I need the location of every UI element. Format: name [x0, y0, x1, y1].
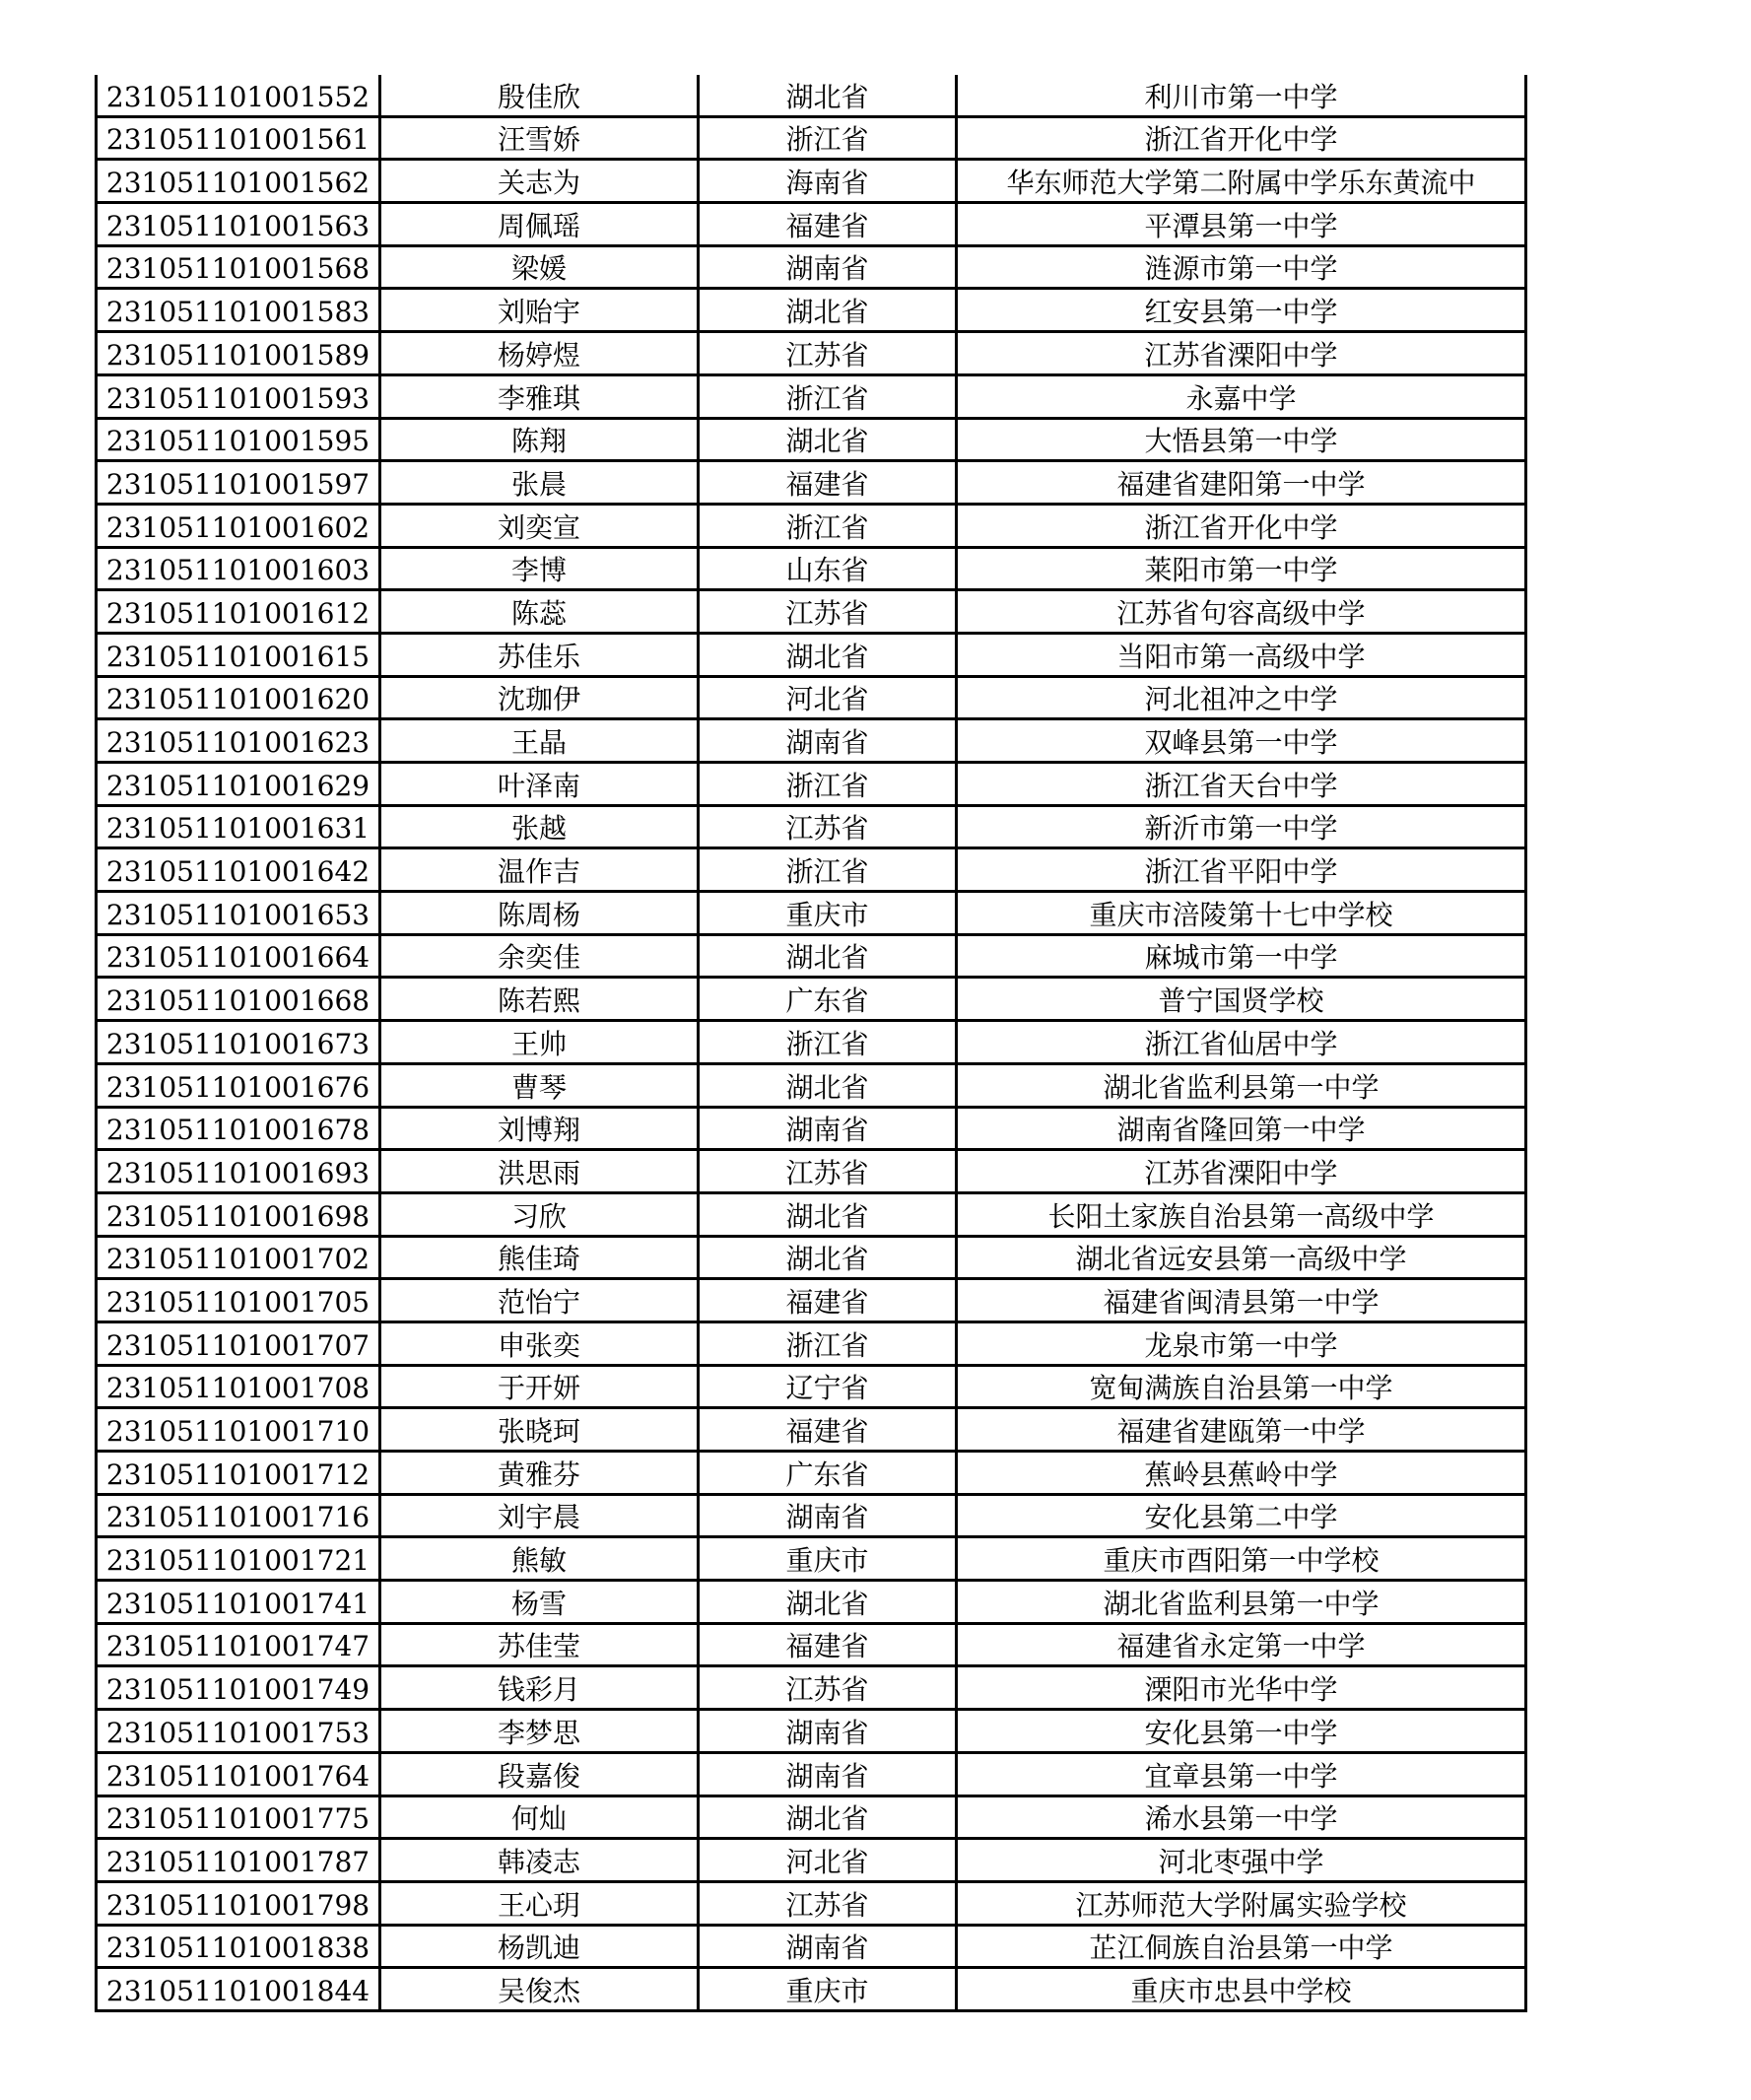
table-row: [97, 1925, 1526, 1968]
province-cell: 湖北省: [699, 418, 957, 461]
province-cell: 湖北省: [699, 1795, 957, 1839]
province-cell: 湖北省: [699, 1192, 957, 1236]
province-cell: 江苏省: [699, 805, 957, 848]
table-row: [97, 676, 1526, 719]
school-cell: 平潭县第一中学: [957, 203, 1526, 246]
table-row: [97, 1881, 1526, 1925]
student-id-cell: 231051101001693: [97, 1150, 380, 1193]
table-row: [97, 1710, 1526, 1753]
school-cell: 长阳土家族自治县第一高级中学: [957, 1192, 1526, 1236]
school-cell: 红安县第一中学: [957, 289, 1526, 332]
province-cell: 湖北省: [699, 1236, 957, 1279]
table-row: [97, 332, 1526, 375]
student-id-cell: 231051101001602: [97, 504, 380, 547]
student-name-cell: 杨婷煜: [380, 332, 699, 375]
school-cell: 福建省闽清县第一中学: [957, 1279, 1526, 1322]
province-cell: 海南省: [699, 160, 957, 203]
province-cell: 福建省: [699, 203, 957, 246]
province-cell: 湖南省: [699, 1107, 957, 1150]
student-name-cell: 苏佳莹: [380, 1623, 699, 1666]
province-cell: 江苏省: [699, 1150, 957, 1193]
student-name-cell: 汪雪娇: [380, 116, 699, 160]
student-id-cell: 231051101001620: [97, 676, 380, 719]
student-id-cell: 231051101001702: [97, 1236, 380, 1279]
student-name-cell: 刘博翔: [380, 1107, 699, 1150]
table-row: [97, 1968, 1526, 2011]
student-name-cell: 何灿: [380, 1795, 699, 1839]
province-cell: 湖南省: [699, 719, 957, 763]
table-row: [97, 892, 1526, 935]
student-id-cell: 231051101001676: [97, 1063, 380, 1107]
school-cell: 涟源市第一中学: [957, 245, 1526, 289]
province-cell: 湖南省: [699, 245, 957, 289]
student-name-cell: 王晶: [380, 719, 699, 763]
province-cell: 浙江省: [699, 504, 957, 547]
school-cell: 新沂市第一中学: [957, 805, 1526, 848]
student-id-cell: 231051101001603: [97, 547, 380, 590]
student-name-cell: 王心玥: [380, 1881, 699, 1925]
school-cell: 浙江省开化中学: [957, 116, 1526, 160]
school-cell: 利川市第一中学: [957, 75, 1526, 116]
table-row: [97, 289, 1526, 332]
province-cell: 江苏省: [699, 332, 957, 375]
school-cell: 龙泉市第一中学: [957, 1321, 1526, 1365]
school-cell: 湖北省监利县第一中学: [957, 1063, 1526, 1107]
student-name-cell: 李博: [380, 547, 699, 590]
school-cell: 宽甸满族自治县第一中学: [957, 1365, 1526, 1408]
province-cell: 湖南省: [699, 1925, 957, 1968]
school-cell: 湖北省远安县第一高级中学: [957, 1236, 1526, 1279]
student-name-cell: 洪思雨: [380, 1150, 699, 1193]
table-row: [97, 1236, 1526, 1279]
student-name-cell: 李梦思: [380, 1710, 699, 1753]
student-name-cell: 李雅琪: [380, 374, 699, 418]
student-id-cell: 231051101001716: [97, 1494, 380, 1537]
roster-body: [97, 75, 1526, 2010]
student-id-cell: 231051101001631: [97, 805, 380, 848]
school-cell: 溧阳市光华中学: [957, 1666, 1526, 1710]
school-cell: 江苏省溧阳中学: [957, 1150, 1526, 1193]
province-cell: 浙江省: [699, 1321, 957, 1365]
school-cell: 福建省建瓯第一中学: [957, 1408, 1526, 1452]
student-id-cell: 231051101001552: [97, 75, 380, 116]
student-id-cell: 231051101001612: [97, 590, 380, 634]
student-id-cell: 231051101001787: [97, 1839, 380, 1882]
school-cell: 重庆市忠县中学校: [957, 1968, 1526, 2011]
table-row: [97, 75, 1526, 116]
province-cell: 河北省: [699, 676, 957, 719]
student-name-cell: 刘宇晨: [380, 1494, 699, 1537]
student-name-cell: 曹琴: [380, 1063, 699, 1107]
school-cell: 双峰县第一中学: [957, 719, 1526, 763]
student-id-cell: 231051101001568: [97, 245, 380, 289]
table-row: [97, 805, 1526, 848]
student-name-cell: 熊佳琦: [380, 1236, 699, 1279]
school-cell: 福建省建阳第一中学: [957, 461, 1526, 505]
student-name-cell: 周佩瑶: [380, 203, 699, 246]
school-cell: 普宁国贤学校: [957, 978, 1526, 1021]
student-id-cell: 231051101001664: [97, 934, 380, 978]
table-row: [97, 245, 1526, 289]
student-id-cell: 231051101001563: [97, 203, 380, 246]
student-id-cell: 231051101001698: [97, 1192, 380, 1236]
school-cell: 江苏省溧阳中学: [957, 332, 1526, 375]
school-cell: 华东师范大学第二附属中学乐东黄流中: [957, 160, 1526, 203]
student-name-cell: 沈珈伊: [380, 676, 699, 719]
student-id-cell: 231051101001583: [97, 289, 380, 332]
student-name-cell: 韩凌志: [380, 1839, 699, 1882]
table-row: [97, 934, 1526, 978]
table-row: [97, 461, 1526, 505]
province-cell: 湖北省: [699, 633, 957, 676]
student-name-cell: 苏佳乐: [380, 633, 699, 676]
student-name-cell: 陈翔: [380, 418, 699, 461]
student-name-cell: 陈蕊: [380, 590, 699, 634]
table-row: [97, 1494, 1526, 1537]
student-name-cell: 陈周杨: [380, 892, 699, 935]
student-name-cell: 陈若熙: [380, 978, 699, 1021]
table-row: [97, 719, 1526, 763]
table-row: [97, 1321, 1526, 1365]
student-id-cell: 231051101001615: [97, 633, 380, 676]
student-id-cell: 231051101001653: [97, 892, 380, 935]
province-cell: 广东省: [699, 978, 957, 1021]
student-name-cell: 温作吉: [380, 848, 699, 892]
student-id-cell: 231051101001668: [97, 978, 380, 1021]
province-cell: 重庆市: [699, 892, 957, 935]
school-cell: 江苏师范大学附属实验学校: [957, 1881, 1526, 1925]
province-cell: 湖北省: [699, 1581, 957, 1624]
table-row: [97, 1752, 1526, 1795]
table-row: [97, 374, 1526, 418]
student-name-cell: 刘贻宇: [380, 289, 699, 332]
student-id-cell: 231051101001775: [97, 1795, 380, 1839]
province-cell: 江苏省: [699, 590, 957, 634]
province-cell: 重庆市: [699, 1537, 957, 1581]
student-name-cell: 钱彩月: [380, 1666, 699, 1710]
province-cell: 江苏省: [699, 1881, 957, 1925]
table-row: [97, 504, 1526, 547]
school-cell: 浙江省开化中学: [957, 504, 1526, 547]
school-cell: 重庆市酉阳第一中学校: [957, 1537, 1526, 1581]
table-row: [97, 160, 1526, 203]
table-row: [97, 848, 1526, 892]
table-row: [97, 203, 1526, 246]
student-name-cell: 范怡宁: [380, 1279, 699, 1322]
school-cell: 河北祖冲之中学: [957, 676, 1526, 719]
school-cell: 湖南省隆回第一中学: [957, 1107, 1526, 1150]
table-row: [97, 1021, 1526, 1064]
student-id-cell: 231051101001595: [97, 418, 380, 461]
student-name-cell: 刘奕宣: [380, 504, 699, 547]
table-row: [97, 1795, 1526, 1839]
roster-table: [95, 75, 1527, 2012]
school-cell: 蕉岭县蕉岭中学: [957, 1452, 1526, 1495]
table-row: [97, 1192, 1526, 1236]
student-id-cell: 231051101001561: [97, 116, 380, 160]
student-name-cell: 吴俊杰: [380, 1968, 699, 2011]
table-row: [97, 1365, 1526, 1408]
school-cell: 当阳市第一高级中学: [957, 633, 1526, 676]
student-name-cell: 张晨: [380, 461, 699, 505]
province-cell: 山东省: [699, 547, 957, 590]
table-row: [97, 633, 1526, 676]
school-cell: 福建省永定第一中学: [957, 1623, 1526, 1666]
student-name-cell: 黄雅芬: [380, 1452, 699, 1495]
student-name-cell: 习欣: [380, 1192, 699, 1236]
table-row: [97, 1452, 1526, 1495]
province-cell: 湖南省: [699, 1494, 957, 1537]
student-name-cell: 殷佳欣: [380, 75, 699, 116]
student-id-cell: 231051101001678: [97, 1107, 380, 1150]
table-row: [97, 1063, 1526, 1107]
province-cell: 河北省: [699, 1839, 957, 1882]
table-row: [97, 1408, 1526, 1452]
school-cell: 浙江省平阳中学: [957, 848, 1526, 892]
province-cell: 福建省: [699, 461, 957, 505]
student-id-cell: 231051101001629: [97, 763, 380, 806]
student-id-cell: 231051101001710: [97, 1408, 380, 1452]
province-cell: 浙江省: [699, 116, 957, 160]
student-name-cell: 叶泽南: [380, 763, 699, 806]
province-cell: 浙江省: [699, 848, 957, 892]
student-id-cell: 231051101001764: [97, 1752, 380, 1795]
province-cell: 湖南省: [699, 1710, 957, 1753]
student-name-cell: 张越: [380, 805, 699, 848]
student-id-cell: 231051101001593: [97, 374, 380, 418]
province-cell: 浙江省: [699, 763, 957, 806]
school-cell: 安化县第二中学: [957, 1494, 1526, 1537]
student-name-cell: 段嘉俊: [380, 1752, 699, 1795]
student-id-cell: 231051101001673: [97, 1021, 380, 1064]
school-cell: 江苏省句容高级中学: [957, 590, 1526, 634]
province-cell: 福建省: [699, 1408, 957, 1452]
school-cell: 浙江省天台中学: [957, 763, 1526, 806]
school-cell: 重庆市涪陵第十七中学校: [957, 892, 1526, 935]
table-row: [97, 763, 1526, 806]
student-id-cell: 231051101001747: [97, 1623, 380, 1666]
school-cell: 河北枣强中学: [957, 1839, 1526, 1882]
student-id-cell: 231051101001707: [97, 1321, 380, 1365]
school-cell: 安化县第一中学: [957, 1710, 1526, 1753]
student-name-cell: 关志为: [380, 160, 699, 203]
student-id-cell: 231051101001712: [97, 1452, 380, 1495]
student-name-cell: 于开妍: [380, 1365, 699, 1408]
school-cell: 麻城市第一中学: [957, 934, 1526, 978]
school-cell: 永嘉中学: [957, 374, 1526, 418]
table-row: [97, 590, 1526, 634]
student-name-cell: 熊敏: [380, 1537, 699, 1581]
student-name-cell: 杨雪: [380, 1581, 699, 1624]
table-row: [97, 1279, 1526, 1322]
province-cell: 福建省: [699, 1279, 957, 1322]
student-id-cell: 231051101001623: [97, 719, 380, 763]
province-cell: 浙江省: [699, 1021, 957, 1064]
school-cell: 浙江省仙居中学: [957, 1021, 1526, 1064]
table-row: [97, 116, 1526, 160]
province-cell: 湖北省: [699, 934, 957, 978]
province-cell: 广东省: [699, 1452, 957, 1495]
table-row: [97, 1537, 1526, 1581]
student-id-cell: 231051101001597: [97, 461, 380, 505]
school-cell: 浠水县第一中学: [957, 1795, 1526, 1839]
table-row: [97, 1107, 1526, 1150]
student-id-cell: 231051101001642: [97, 848, 380, 892]
table-row: [97, 978, 1526, 1021]
table-row: [97, 418, 1526, 461]
student-name-cell: 杨凯迪: [380, 1925, 699, 1968]
student-name-cell: 申张奕: [380, 1321, 699, 1365]
school-cell: 莱阳市第一中学: [957, 547, 1526, 590]
student-name-cell: 余奕佳: [380, 934, 699, 978]
province-cell: 江苏省: [699, 1666, 957, 1710]
school-cell: 芷江侗族自治县第一中学: [957, 1925, 1526, 1968]
table-row: [97, 547, 1526, 590]
province-cell: 辽宁省: [699, 1365, 957, 1408]
province-cell: 湖南省: [699, 1752, 957, 1795]
school-cell: 湖北省监利县第一中学: [957, 1581, 1526, 1624]
table-row: [97, 1581, 1526, 1624]
student-id-cell: 231051101001753: [97, 1710, 380, 1753]
student-id-cell: 231051101001708: [97, 1365, 380, 1408]
student-id-cell: 231051101001589: [97, 332, 380, 375]
student-id-cell: 231051101001705: [97, 1279, 380, 1322]
student-id-cell: 231051101001844: [97, 1968, 380, 2011]
student-name-cell: 王帅: [380, 1021, 699, 1064]
school-cell: 宜章县第一中学: [957, 1752, 1526, 1795]
student-id-cell: 231051101001798: [97, 1881, 380, 1925]
student-id-cell: 231051101001838: [97, 1925, 380, 1968]
student-id-cell: 231051101001562: [97, 160, 380, 203]
roster-sheet: [95, 75, 1524, 2012]
school-cell: 大悟县第一中学: [957, 418, 1526, 461]
province-cell: 湖北省: [699, 289, 957, 332]
student-id-cell: 231051101001721: [97, 1537, 380, 1581]
province-cell: 浙江省: [699, 374, 957, 418]
student-name-cell: 梁媛: [380, 245, 699, 289]
province-cell: 湖北省: [699, 75, 957, 116]
student-id-cell: 231051101001749: [97, 1666, 380, 1710]
table-row: [97, 1666, 1526, 1710]
province-cell: 重庆市: [699, 1968, 957, 2011]
table-row: [97, 1150, 1526, 1193]
student-id-cell: 231051101001741: [97, 1581, 380, 1624]
student-name-cell: 张晓珂: [380, 1408, 699, 1452]
province-cell: 福建省: [699, 1623, 957, 1666]
table-row: [97, 1623, 1526, 1666]
province-cell: 湖北省: [699, 1063, 957, 1107]
table-row: [97, 1839, 1526, 1882]
